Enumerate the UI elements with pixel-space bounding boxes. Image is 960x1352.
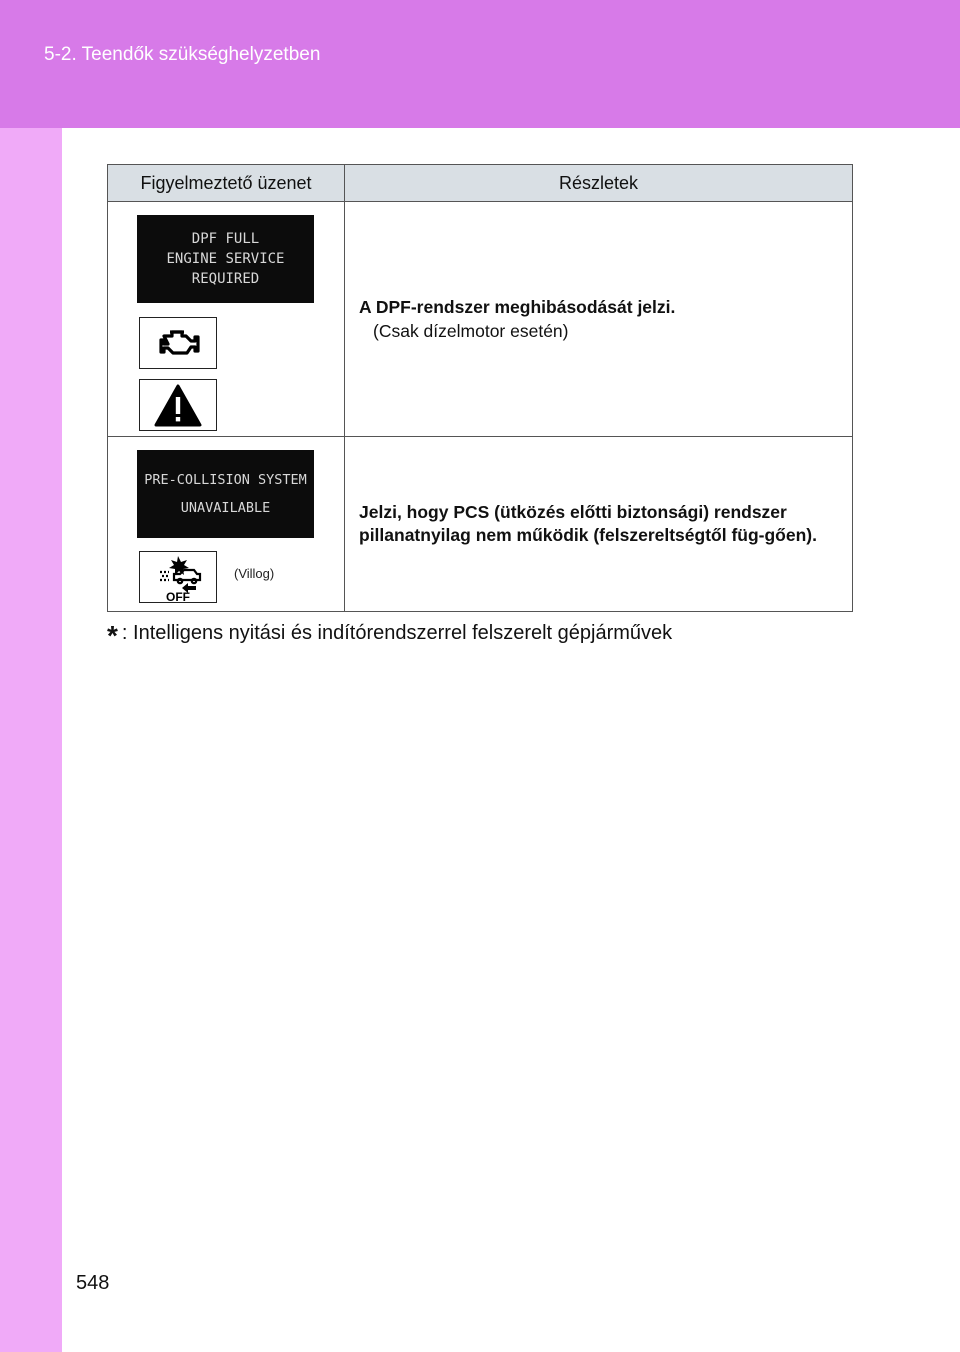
- page-number: 548: [76, 1272, 110, 1294]
- footnote-text: : Intelligens nyitási és indítórendszerrel felszerelt gépjárművek: [121, 622, 673, 644]
- detail-cell: [345, 202, 853, 437]
- footnote: [107, 620, 672, 652]
- warning-triangle-icon: [139, 379, 217, 431]
- engine-check-icon: [139, 317, 217, 369]
- table-row: [108, 202, 853, 437]
- col-header-warning: Figyelmeztető üzenet: [108, 165, 345, 202]
- detail-cell: [345, 437, 853, 612]
- lcd-line: UNAVAILABLE: [180, 500, 271, 516]
- off-label: OFF: [166, 590, 190, 602]
- lcd-line: PRE-COLLISION SYSTEM: [144, 472, 307, 488]
- detail-sub: (Csak dízelmotor esetén): [373, 320, 569, 341]
- detail-main: Jelzi, hogy PCS (ütközés előtti biztonsági) rendszer pillanatnyilag nem működik (felszereltségtől füg-gően).: [359, 502, 817, 545]
- lcd-line: DPF FULL: [191, 231, 260, 247]
- warning-cell: [108, 202, 345, 437]
- side-band: [0, 128, 62, 1352]
- footnote-marker: *: [107, 620, 118, 651]
- lcd-line: ENGINE SERVICE: [166, 251, 285, 267]
- warning-table: [107, 164, 853, 612]
- warning-cell: [108, 437, 345, 612]
- pcs-off-icon: [139, 551, 217, 603]
- lcd-line: REQUIRED: [191, 271, 260, 287]
- detail-main: A DPF-rendszer meghibásodását jelzi.: [359, 296, 676, 317]
- lcd-display: [137, 215, 314, 303]
- table-row: [108, 437, 853, 612]
- col-header-details: Részletek: [345, 165, 853, 202]
- blink-note: (Villog): [234, 566, 275, 581]
- page-header: [0, 0, 960, 128]
- lcd-display: [137, 450, 314, 538]
- table-header-row: [108, 165, 853, 202]
- section-title: 5-2. Teendők szükséghelyzetben: [44, 44, 321, 65]
